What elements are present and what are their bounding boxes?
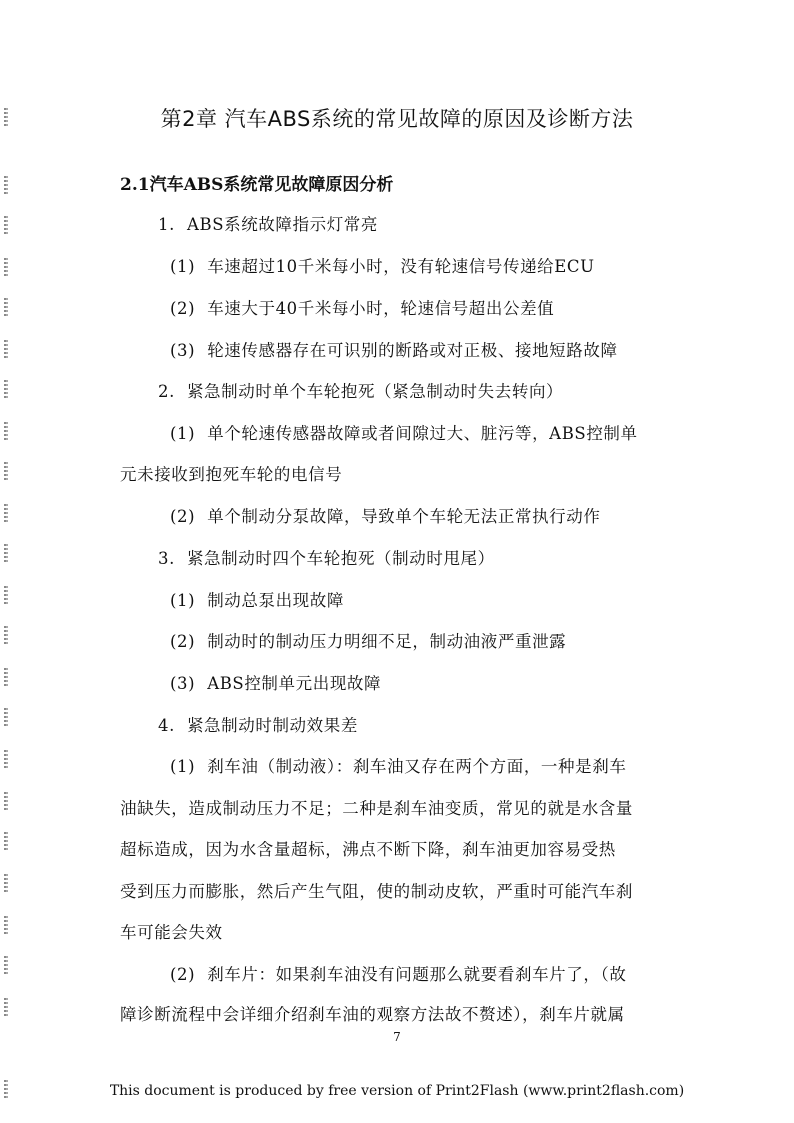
item-text: 受到压力而膨胀，然后产生气阻，使的制动皮软，严重时可能汽车刹 — [120, 882, 633, 901]
list-item-continuation — [120, 878, 633, 902]
item-text: 刹车片：如果刹车油没有问题那么就要看刹车片了，（故 — [207, 965, 627, 984]
item-number: (1) — [170, 257, 196, 276]
item-number: (2) — [170, 299, 196, 318]
list-item — [170, 670, 381, 694]
item-number: (1) — [170, 424, 196, 443]
list-item — [170, 337, 618, 361]
list-item — [158, 378, 563, 402]
list-item-continuation — [120, 795, 633, 819]
item-text: 紧急制动时单个车轮抱死（紧急制动时失去转向） — [186, 382, 564, 401]
page-number: 7 — [393, 1030, 401, 1044]
list-item — [170, 587, 344, 611]
item-text: 障诊断流程中会详细介绍刹车油的观察方法故不赘述），刹车片就属 — [120, 1005, 625, 1024]
list-item-continuation — [120, 461, 342, 485]
list-item — [170, 503, 601, 527]
item-text: 制动总泵出现故障 — [207, 591, 344, 610]
item-text: 轮速传感器存在可识别的断路或对正极、接地短路故障 — [207, 341, 618, 360]
item-number: (1) — [170, 757, 196, 776]
list-item — [158, 712, 358, 736]
item-text: 车速大于40千米每小时，轮速信号超出公差值 — [207, 299, 555, 318]
chapter-title: 第2章 汽车ABS系统的常见故障的原因及诊断方法 — [160, 107, 634, 131]
item-text: 车速超过10千米每小时，没有轮速信号传递给ECU — [207, 257, 595, 276]
item-number: 1. — [158, 215, 175, 234]
list-item — [170, 253, 595, 277]
item-text: 紧急制动时制动效果差 — [186, 716, 358, 735]
item-number: (2) — [170, 507, 196, 526]
item-text: 刹车油（制动液）：刹车油又存在两个方面，一种是刹车 — [207, 757, 627, 776]
footer-notice: This document is produced by free version of Print2Flash (www.print2flash.com) — [109, 1083, 685, 1099]
list-item — [170, 295, 554, 319]
item-text: 单个制动分泵故障，导致单个车轮无法正常执行动作 — [207, 507, 601, 526]
item-number: (2) — [170, 632, 196, 651]
list-item — [170, 961, 626, 985]
item-number: (3) — [170, 674, 196, 693]
item-text: 单个轮速传感器故障或者间隙过大、脏污等，ABS控制单 — [207, 424, 638, 443]
item-text: 车可能会失效 — [120, 923, 223, 942]
item-number: 4. — [158, 716, 175, 735]
list-item — [170, 628, 566, 652]
item-text: 油缺失，造成制动压力不足；二种是刹车油变质，常见的就是水含量 — [120, 799, 633, 818]
item-number: 3. — [158, 549, 175, 568]
item-number: (2) — [170, 965, 196, 984]
list-item — [158, 545, 495, 569]
list-item — [170, 420, 638, 444]
item-text: 紧急制动时四个车轮抱死（制动时甩尾） — [186, 549, 495, 568]
list-item — [158, 211, 378, 235]
section-title: 2.1汽车ABS系统常见故障原因分析 — [120, 175, 394, 195]
item-text: ABS系统故障指示灯常亮 — [186, 215, 378, 234]
list-item-continuation — [120, 836, 616, 860]
item-text: 元未接收到抱死车轮的电信号 — [120, 465, 343, 484]
item-number: (3) — [170, 341, 196, 360]
list-item-continuation — [120, 1001, 625, 1025]
item-number: 2. — [158, 382, 175, 401]
item-text: ABS控制单元出现故障 — [207, 674, 382, 693]
list-item — [170, 753, 626, 777]
list-item-continuation — [120, 919, 223, 943]
item-number: (1) — [170, 591, 196, 610]
item-text: 超标造成，因为水含量超标，沸点不断下降，刹车油更加容易受热 — [120, 840, 616, 859]
item-text: 制动时的制动压力明细不足，制动油液严重泄露 — [207, 632, 567, 651]
